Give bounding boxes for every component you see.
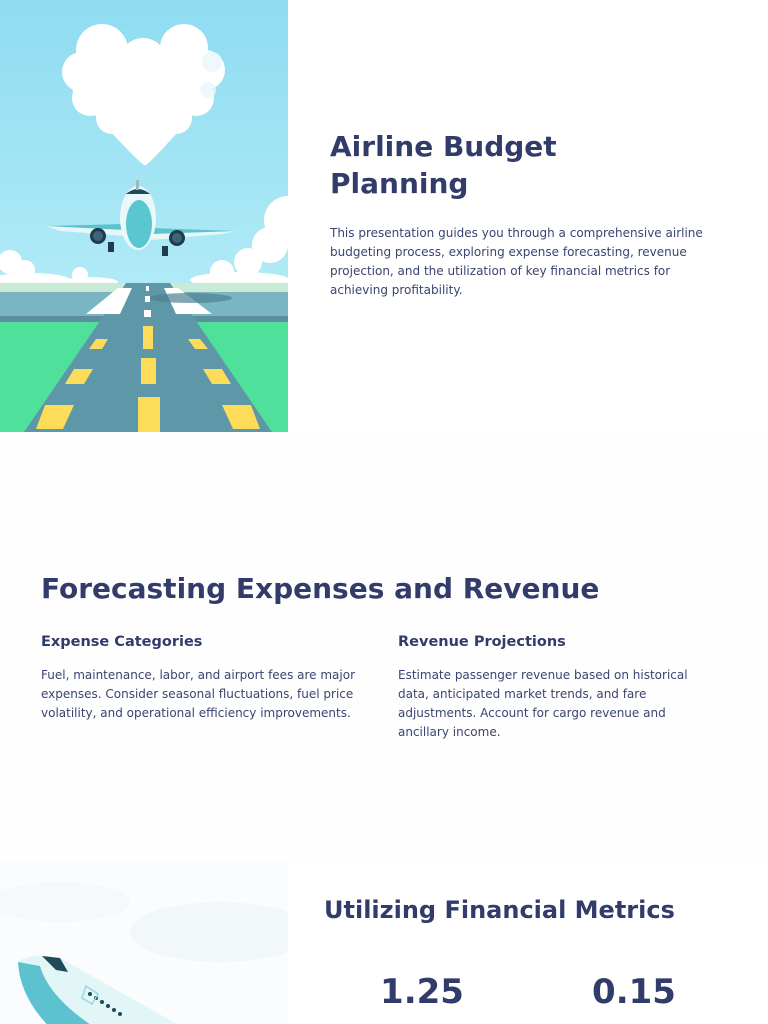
airplane-runway-illustration (0, 0, 288, 432)
hero-illustration (0, 0, 288, 432)
airplane-nose-illustration (0, 862, 288, 1024)
metrics-illustration (0, 862, 288, 1024)
page-title-line1: Airline Budget (330, 130, 557, 163)
hero-description: This presentation guides you through a comprehensive airline budgeting process, exploring expense forecasting, revenue projection, and the utilization of key financial metrics for achieving profitability. (330, 226, 703, 297)
forecasting-title: Forecasting Expenses and Revenue (41, 572, 600, 605)
expense-categories-column (41, 632, 356, 723)
financial-metrics-section (0, 862, 768, 1024)
revenue-projections-column (398, 632, 713, 742)
page-title-line2: Planning (330, 167, 469, 200)
metric-value-2: 0.15 (592, 972, 676, 1012)
revenue-projections-text: Estimate passenger revenue based on historical data, anticipated market trends, and fare adjustments. Account for cargo revenue and ancillary income. (398, 668, 688, 739)
financial-metrics-title: Utilizing Financial Metrics (324, 896, 675, 924)
page-title (330, 128, 730, 202)
metric-value-1: 1.25 (380, 972, 464, 1012)
revenue-projections-heading: Revenue Projections (398, 634, 566, 650)
expense-categories-heading: Expense Categories (41, 634, 203, 650)
hero-text-block (330, 128, 730, 300)
forecasting-section (0, 432, 768, 862)
expense-categories-text: Fuel, maintenance, labor, and airport fees are major expenses. Consider seasonal fluctuations, fuel price volatility, and operational efficiency improvements. (41, 668, 356, 720)
